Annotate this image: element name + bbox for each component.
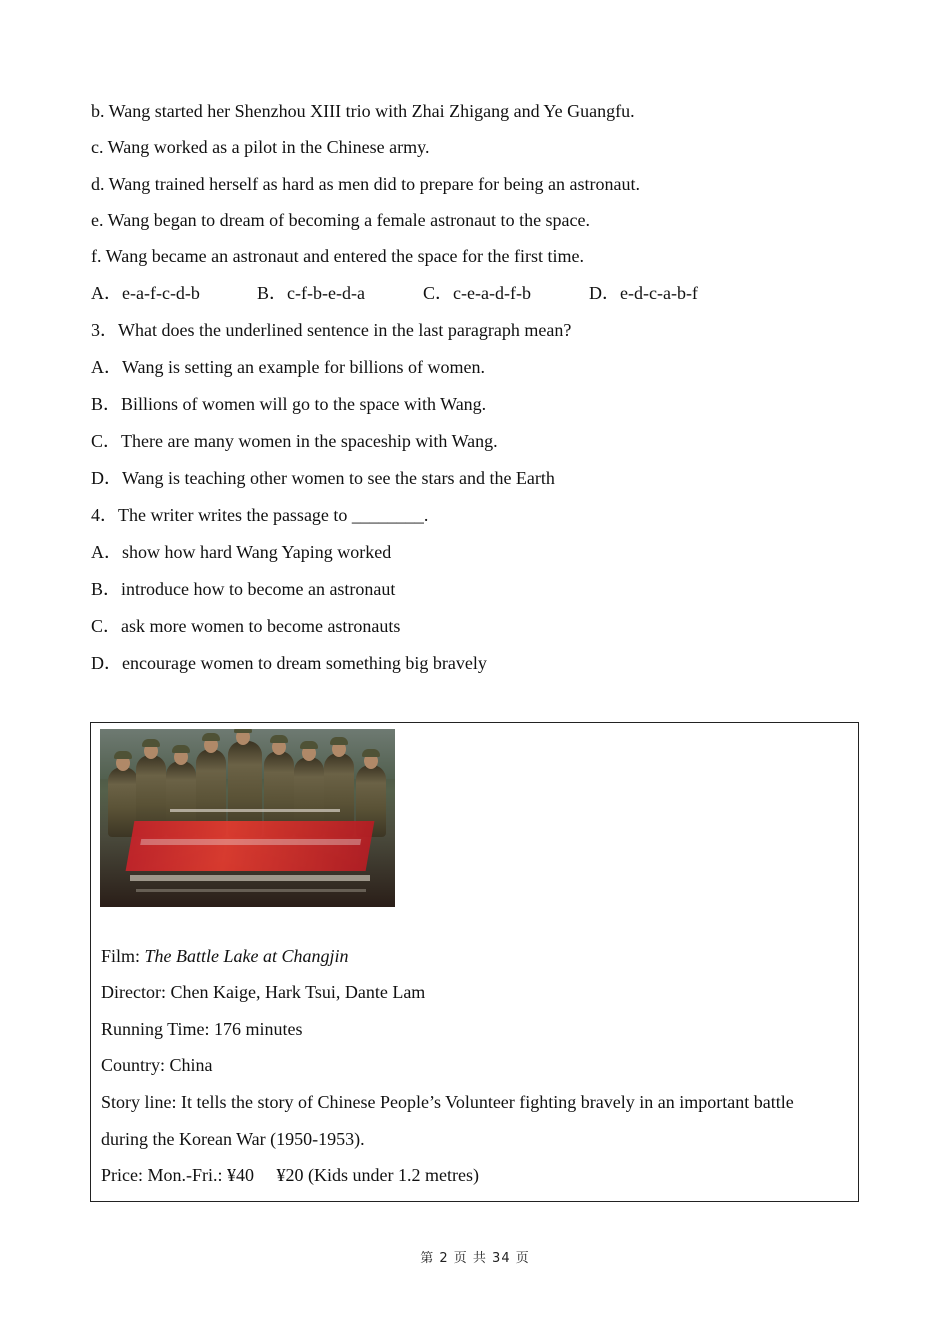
q3-option-b: B．Billions of women will go to the space with Wang. [91, 394, 487, 414]
statement-e: e. Wang began to dream of becoming a female astronaut to the space. [91, 210, 591, 230]
q3-option-d: D．Wang is teaching other women to see the stars and the Earth [91, 468, 555, 488]
film-info-card [90, 722, 859, 1202]
film-price: Price: Mon.-Fri.: ¥40 ¥20 (Kids under 1.2 metres) [101, 1165, 479, 1185]
q2-options [91, 282, 698, 304]
film-story-line-1: Story line: It tells the story of Chinese People’s Volunteer fighting bravely in an important battle [101, 1092, 794, 1112]
statement-f: f. Wang became an astronaut and entered the space for the first time. [91, 246, 585, 266]
q2-option-d: D．e-d-c-a-b-f [589, 283, 698, 303]
q4-option-b: B．introduce how to become an astronaut [91, 579, 396, 599]
poster-title-art [126, 821, 375, 871]
statement-d: d. Wang trained herself as hard as men did to prepare for being an astronaut. [91, 174, 641, 194]
film-running-time: Running Time: 176 minutes [101, 1019, 303, 1039]
statement-b: b. Wang started her Shenzhou XIII trio with Zhai Zhigang and Ye Guangfu. [91, 101, 635, 121]
statement-c: c. Wang worked as a pilot in the Chinese army. [91, 137, 430, 157]
film-poster-image [100, 729, 395, 907]
film-country: Country: China [101, 1055, 213, 1075]
q3-question: 3．What does the underlined sentence in the last paragraph mean? [91, 320, 572, 340]
film-director: Director: Chen Kaige, Hark Tsui, Dante Lam [101, 982, 426, 1002]
q4-option-c: C．ask more women to become astronauts [91, 616, 401, 636]
film-title: The Battle Lake at Changjin [144, 946, 349, 966]
film-story-line-2: during the Korean War (1950-1953). [101, 1129, 365, 1149]
film-label: Film: [101, 946, 145, 966]
page-footer: 第 2 页 共 34 页 [420, 1251, 530, 1266]
q4-question: 4．The writer writes the passage to ________. [91, 505, 429, 525]
q2-option-c: C．c-e-a-d-f-b [423, 283, 531, 303]
q3-option-a: A．Wang is setting an example for billions of women. [91, 357, 485, 377]
q2-option-b: B．c-f-b-e-d-a [257, 283, 365, 303]
q2-option-a: A．e-a-f-c-d-b [91, 283, 200, 303]
film-title-line [101, 945, 349, 967]
q3-option-c: C．There are many women in the spaceship with Wang. [91, 431, 498, 451]
q4-option-a: A．show how hard Wang Yaping worked [91, 542, 392, 562]
q4-option-d: D．encourage women to dream something big bravely [91, 653, 487, 673]
